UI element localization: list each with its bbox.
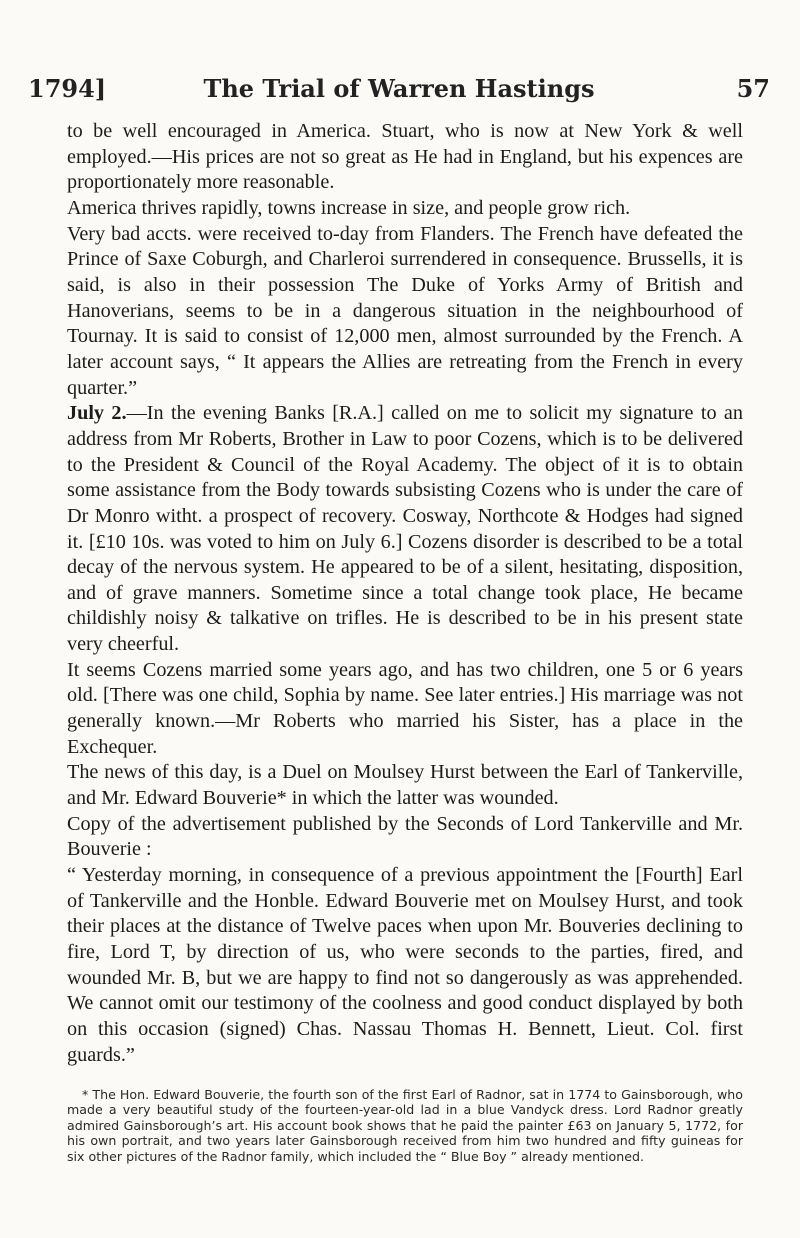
paragraph: Copy of the advertisement published by the Seconds of Lord Tankerville and Mr. Bouverie : xyxy=(67,812,743,861)
running-header xyxy=(28,74,770,114)
quoted-advertisement: “ Yesterday morning, in consequence of a previous appointment the [Fourth] Earl of Tankerville and the Honble. Edward Bouverie met on Moulsey Hurst, and took their places at the distance of Twelve paces when upon Mr. Bouveries declining to fire, Lord T, by direction of us, who were seconds to the parties, fired, and wounded Mr. B, but we are happy to find not so dangerously as was apprehended. We cannot omit our testimony of the coolness and good conduct displayed by both on this occasion (signed) Chas. Nassau Thomas H. Bennett, Lieut. Col. first guards.” xyxy=(67,864,743,1066)
page-number: 57 xyxy=(736,74,770,103)
entry-date: July 2. xyxy=(67,402,127,425)
paragraph: Very bad accts. were received to-day from Flanders. The French have defeated the Prince of Saxe Coburgh, and Charleroi surrendered in consequence. Brussells, it is said, is also in their possession The Duke of Yorks Army of British and Hanoverians, seems to be in a dangerous situation in the neighbourhood of Tournay. It is said to consist of 12,000 men, almost surrounded by the French. A later account says, “ It appears the Allies are retreating from the French in every quarter.” xyxy=(67,222,743,399)
paragraph: America thrives rapidly, towns increase in size, and people grow rich. xyxy=(67,196,631,219)
page-body xyxy=(67,119,743,1068)
paragraph: It seems Cozens married some years ago, and has two children, one 5 or 6 years old. [There was one child, Sophia by name. See later entries.] His marriage was not generally known.—Mr Roberts who married his Sister, has a place in the Exchequer. xyxy=(67,658,743,758)
header-title: The Trial of Warren Hastings xyxy=(203,74,595,103)
footnote-text: * The Hon. Edward Bouverie, the fourth son of the first Earl of Radnor, sat in 1774 to Gainsborough, who made a very beautiful study of the fourteen-year-old lad in a blue Vandyck dress. Lord Radnor greatly admired Gainsborough’s art. His account book shows that he paid the painter £63 on January 5, 1772, for his own portrait, and two years later Gainsborough received from him two hundred and fifty guineas for six other pictures of the Radnor family, which included the “ Blue Boy ” already mentioned. xyxy=(67,1087,743,1164)
diary-entry xyxy=(67,401,743,658)
paragraph: The news of this day, is a Duel on Moulsey Hurst between the Earl of Tankerville, and Mr. Edward Bouverie* in which the latter was wounded. xyxy=(67,761,743,810)
paragraph: to be well encouraged in America. Stuart, who is now at New York & well employed.—His prices are not so great as He had in England, but his expences are proportionately more reasonable. xyxy=(67,120,743,194)
footnote xyxy=(67,1087,743,1164)
header-year: 1794] xyxy=(28,74,107,103)
entry-text: —In the evening Banks [R.A.] called on me to solicit my signature to an address from Mr Roberts, Brother in Law to poor Cozens, which is to be delivered to the President & Council of the Royal Academy. The object of it is to obtain some assistance from the Body towards subsisting Cozens who is under the care of Dr Monro witht. a prospect of recovery. Cosway, Northcote & Hodges had signed it. [£10 10s. was voted to him on July 6.] Cozens disorder is described to be a total decay of the nervous system. He appeared to be of a silent, hesitating, disposition, and of grave manners. Sometime since a total change took place, He became childishly noisy & talkative on trifles. He is described to be in his present state very cheerful. xyxy=(67,402,743,656)
